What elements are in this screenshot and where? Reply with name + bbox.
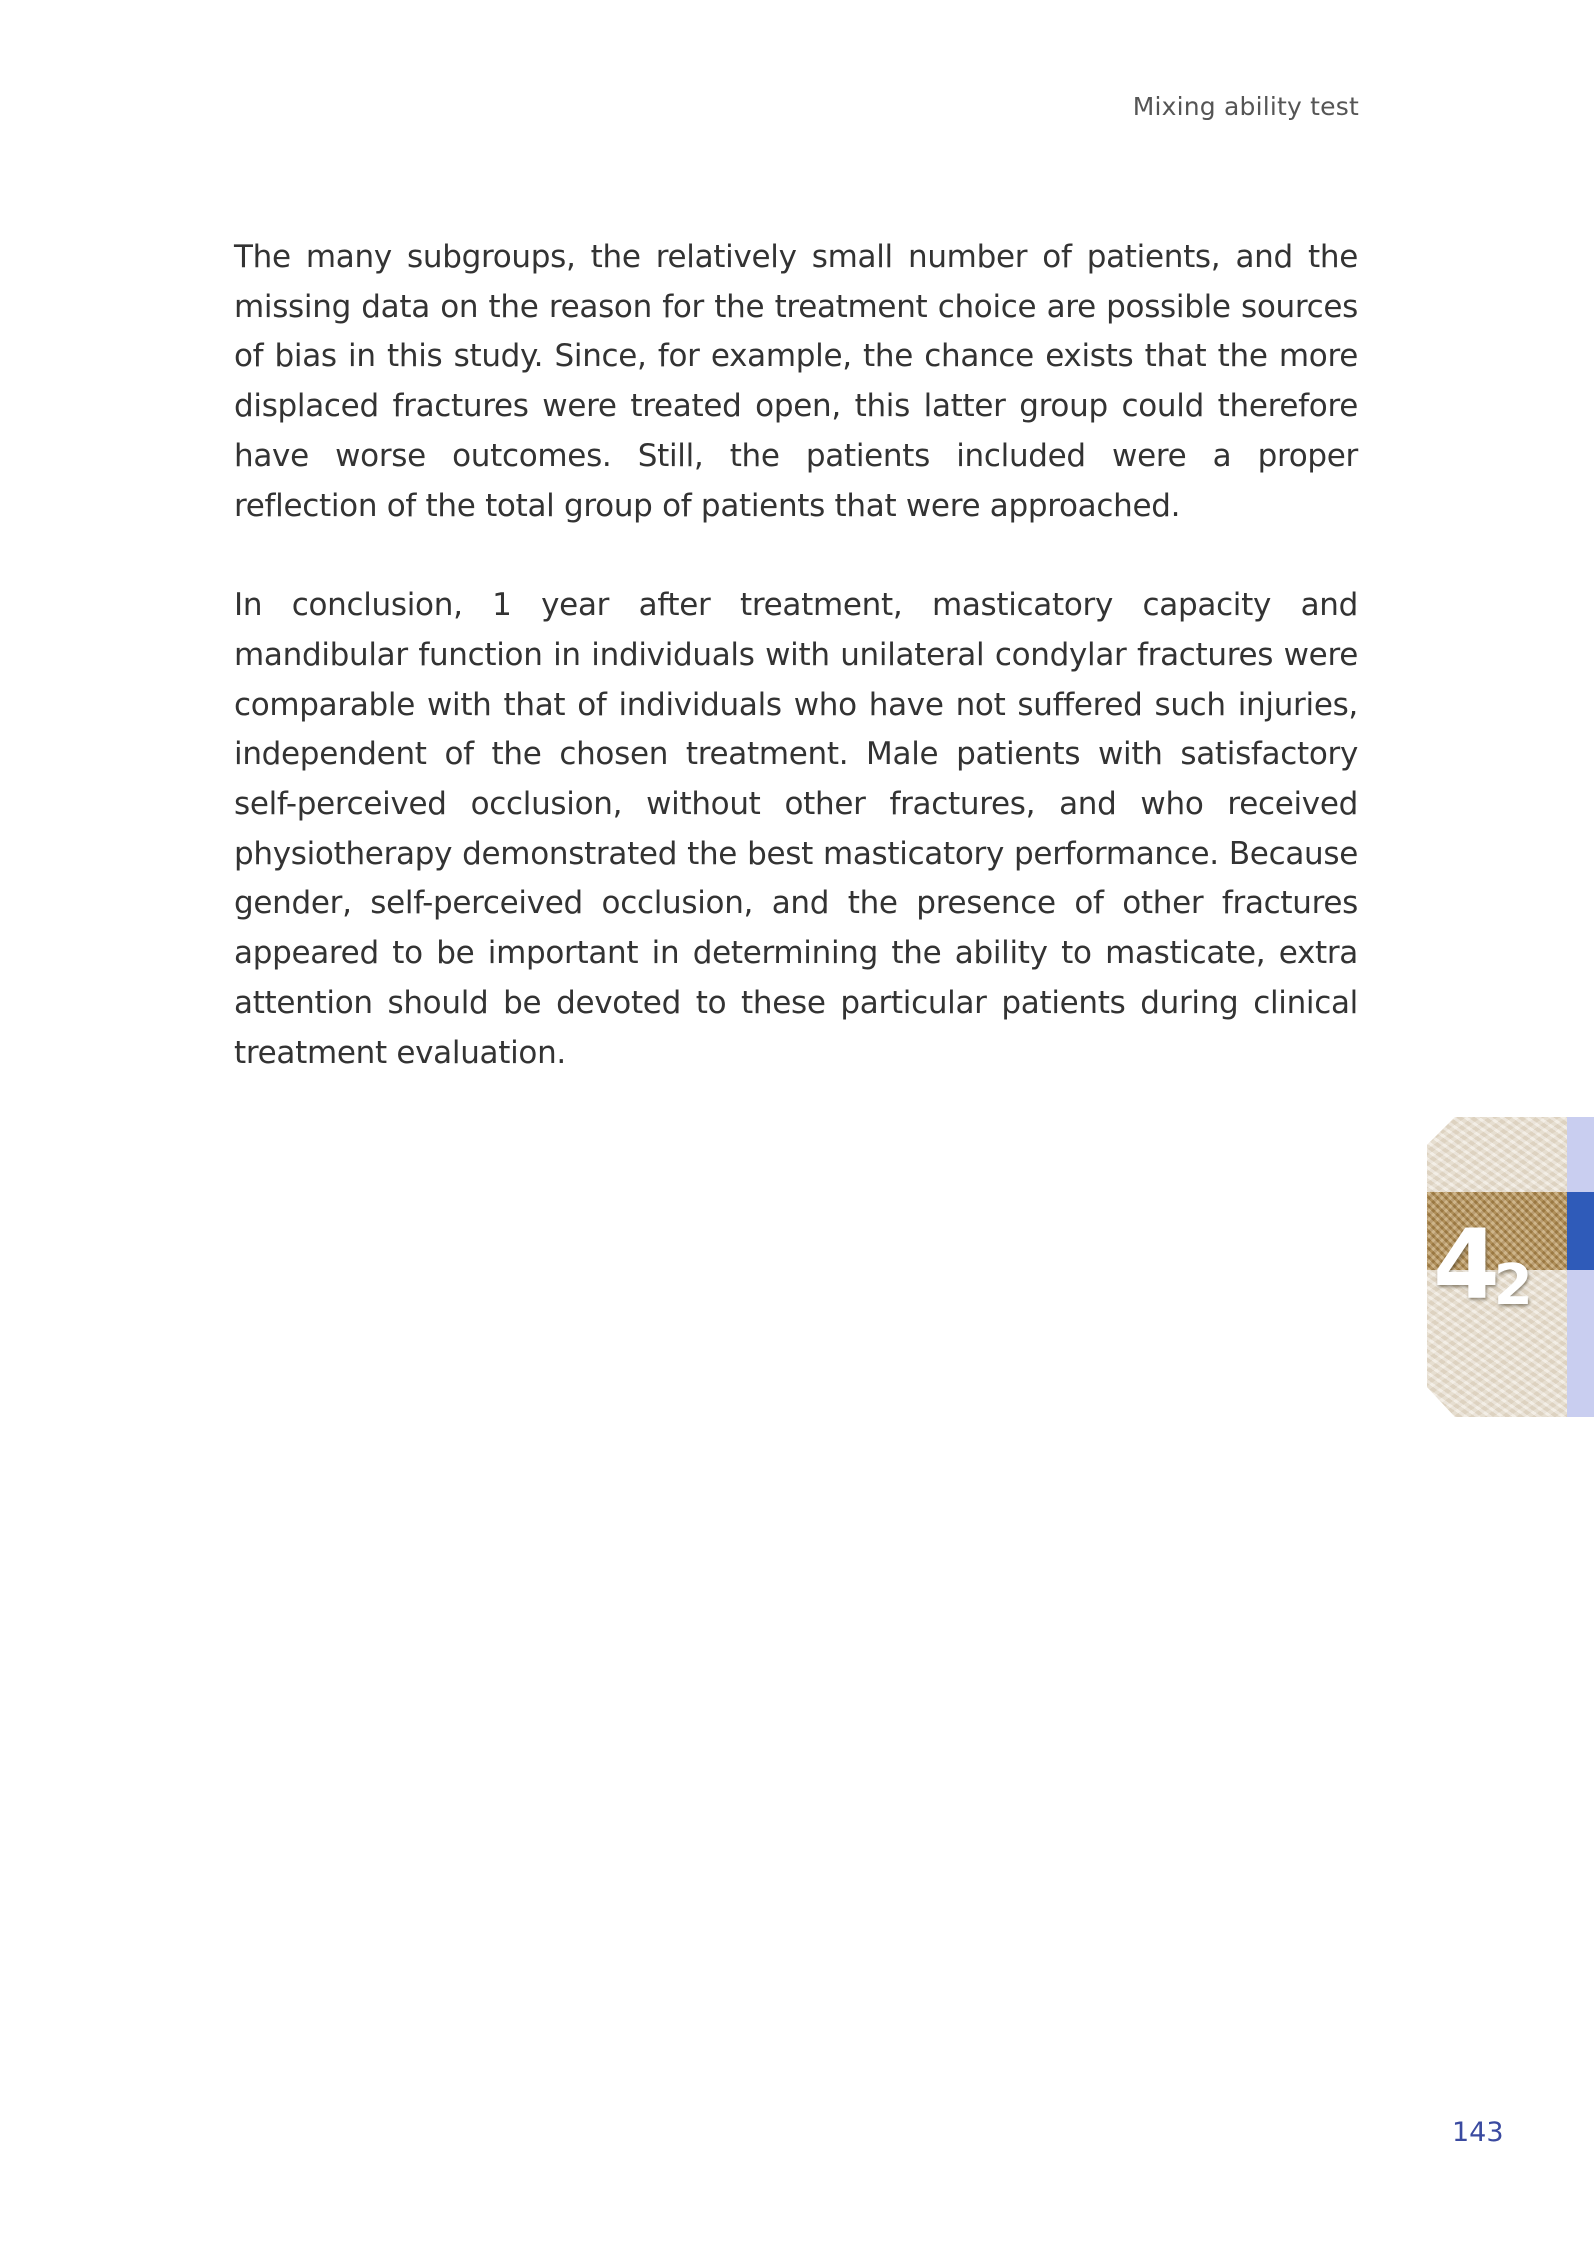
paragraph-conclusion: In conclusion, 1 year after treatment, masticatory capacity and mandibular function in individuals with unilateral condylar fractures were comparable with that of individuals who have not suffered such injuries, independent of the chosen treatment. Male patients with satisfactory self-perceived occlusion, without other fractures, and who received physiotherapy demonstrated the best masticatory performance. Because gender, self-perceived occlusion, and the presence of other fractures appeared to be important in determining the ability to masticate, extra attention should be devoted to these particular patients during clinical treatment evaluation.	[234, 587, 1358, 1071]
chapter-number	[1433, 1209, 1533, 1321]
chapter-tab-stripe-marker	[1567, 1192, 1594, 1270]
chapter-number-main: 4	[1433, 1209, 1494, 1321]
chapter-number-section: 2	[1493, 1253, 1533, 1318]
paragraph-limitations: The many subgroups, the relatively small number of patients, and the missing data on the reason for the treatment choice are possible sources of bias in this study. Since, for example, the chance exists that the more displaced fractures were treated open, this latter group could therefore have worse outcomes. Still, the patients included were a proper reflection of the total group of patients that were approached.	[234, 239, 1358, 524]
body-text	[234, 233, 1358, 1128]
page-number: 143	[1452, 2117, 1504, 2148]
running-header: Mixing ability test	[1132, 92, 1359, 121]
chapter-tab	[1427, 1117, 1594, 1417]
